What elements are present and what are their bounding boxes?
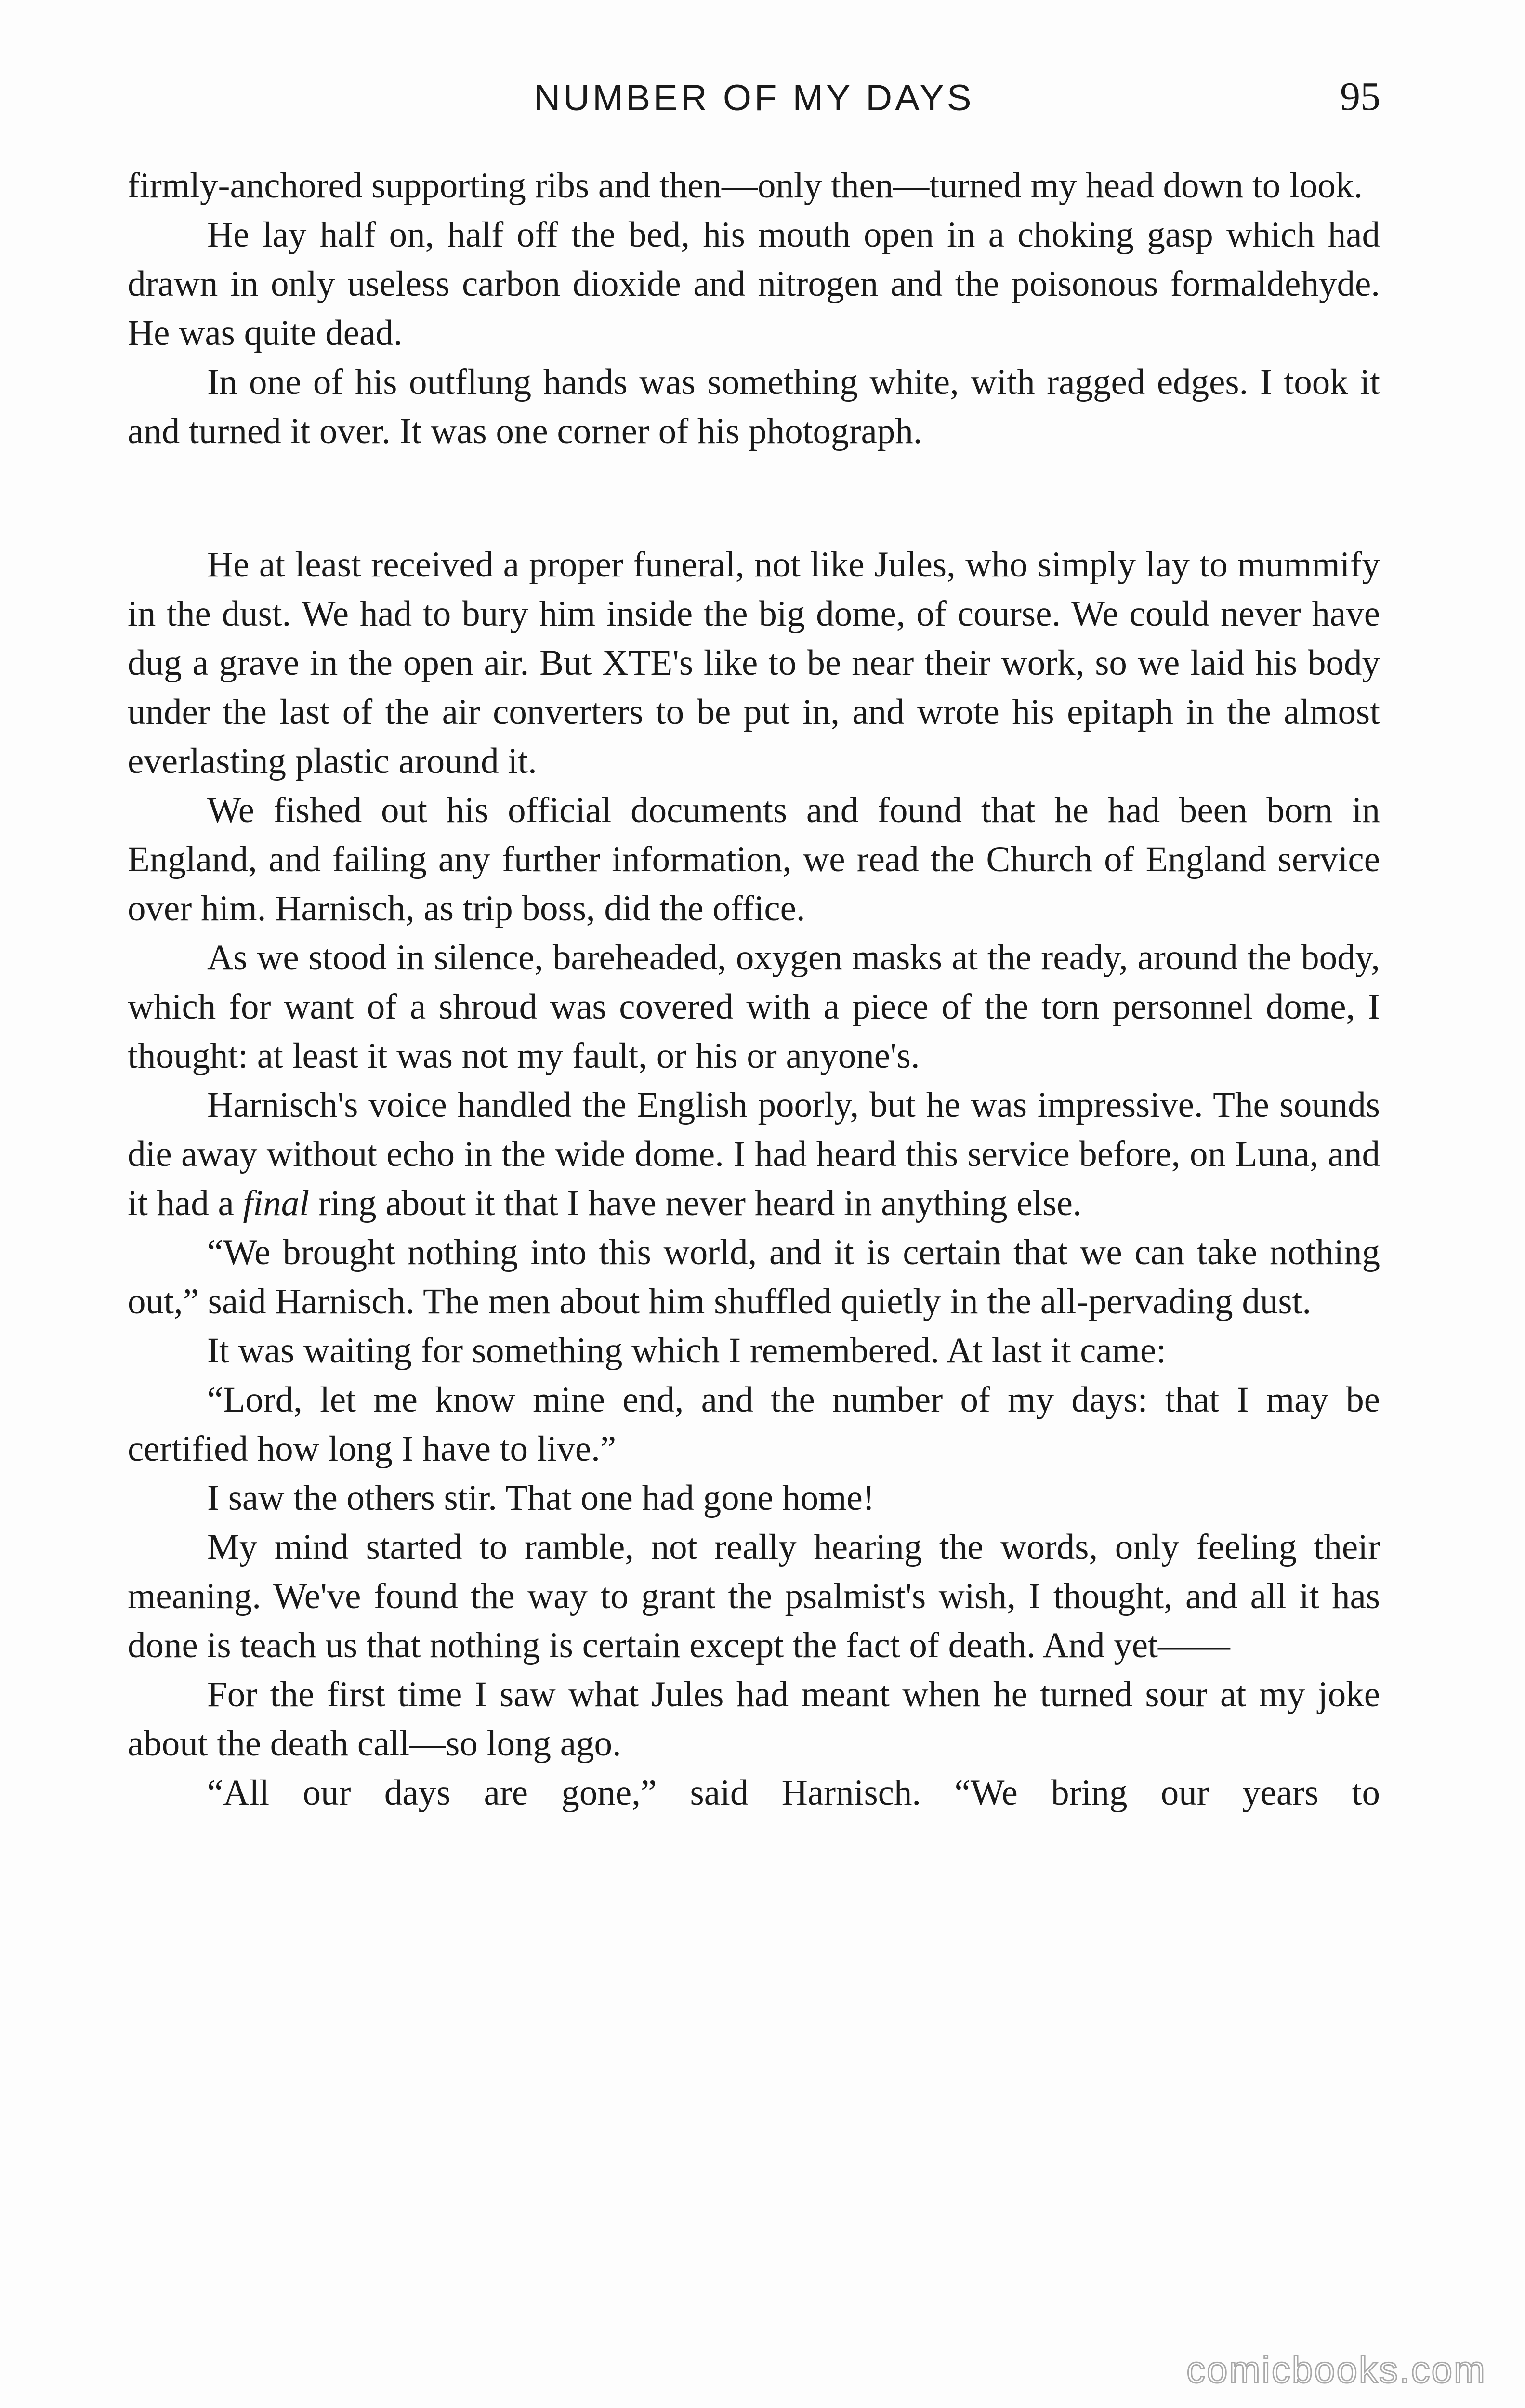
watermark-logo: comicbooks.com xyxy=(1186,2348,1486,2391)
section-break xyxy=(128,456,1380,540)
body-text xyxy=(128,161,1380,1818)
paragraph-12: My mind started to ramble, not really hearing the words, only feeling their meaning. We've found the way to grant the psalmist's wish, I thought, and all it has done is teach us that nothing is certain except the fact of death. And yet—— xyxy=(128,1527,1380,1665)
paragraph-13: For the first time I saw what Jules had meant when he turned sour at my joke about the death call—so long ago. xyxy=(128,1675,1380,1764)
paragraph-3: In one of his outflung hands was something white, with ragged edges. I took it and turned it over. It was one corner of his photograph. xyxy=(128,362,1380,451)
paragraph-11: I saw the others stir. That one had gone home! xyxy=(207,1478,875,1518)
paragraph-9: It was waiting for something which I remembered. At last it came: xyxy=(207,1331,1167,1371)
paragraph-6: As we stood in silence, bareheaded, oxygen masks at the ready, around the body, which for want of a shroud was covered with a piece of the torn personnel dome, I thought: at least it was not my fault, or his or anyone's. xyxy=(128,938,1380,1076)
paragraph-5: We fished out his official documents and found that he had been born in England, and failing any further information, we read the Church of England service over him. Harnisch, as trip boss, did the office. xyxy=(128,790,1380,929)
chapter-title: NUMBER OF MY DAYS xyxy=(534,78,974,118)
paragraph-10: “Lord, let me know mine end, and the number of my days: that I may be certified how long I have to live.” xyxy=(128,1380,1380,1469)
paragraph-7: Harnisch's voice handled the English poorly, but he was impressive. The sounds die away without echo in the wide dome. I had heard this service before, on Luna, and it had a final ring about it that I have never heard in anything else. xyxy=(128,1085,1380,1223)
running-header xyxy=(128,67,1380,125)
paragraph-14: “All our days are gone,” said Harnisch. “We bring our years to xyxy=(207,1773,1380,1813)
paragraph-4: He at least received a proper funeral, not like Jules, who simply lay to mummify in the dust. We had to bury him inside the big dome, of course. We could never have dug a grave in the open air. But XTE's like to be near their work, so we laid his body under the last of the air converters to be put in, and wrote his epitaph in the almost everlasting plastic around it. xyxy=(128,545,1380,781)
page-number: 95 xyxy=(1340,74,1380,119)
paragraph-2: He lay half on, half off the bed, his mouth open in a choking gasp which had drawn in only useless carbon dioxide and nitrogen and the poisonous formaldehyde. He was quite dead. xyxy=(128,215,1380,353)
paragraph-8: “We brought nothing into this world, and it is certain that we can take nothing out,” said Harnisch. The men about him shuffled quietly in the all-pervading dust. xyxy=(128,1232,1380,1322)
emphasis-final: final xyxy=(243,1183,310,1223)
paragraph-1: firmly-anchored supporting ribs and then—only then—turned my head down to look. xyxy=(128,166,1363,206)
